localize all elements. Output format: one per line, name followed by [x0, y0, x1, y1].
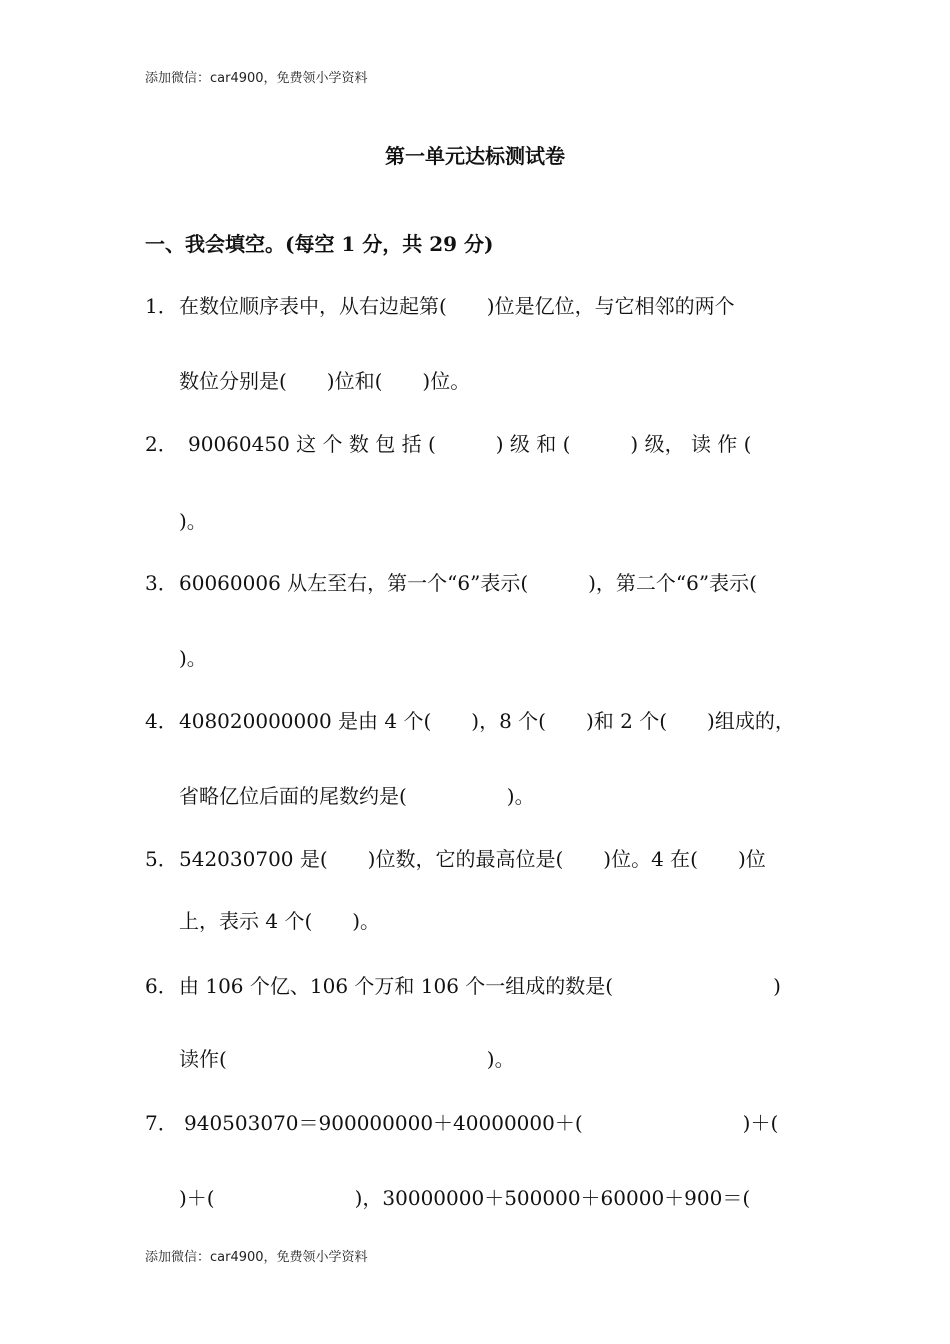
question-6-line-1: 由 106 个亿、106 个万和 106 个一组成的数是( ) [179, 974, 781, 998]
question-2-number: 2． [145, 432, 178, 456]
question-3-line-2: )。 [179, 646, 207, 670]
header-note: 添加微信：car4900，免费领小学资料 [145, 71, 368, 86]
question-2-line-2: )。 [179, 509, 207, 533]
question-7-line-1: 940503070＝900000000＋40000000＋( )＋( [184, 1111, 779, 1135]
question-5-line-1: 542030700 是( )位数，它的最高位是( )位。4 在( )位 [179, 847, 766, 871]
footer-note: 添加微信：car4900，免费领小学资料 [145, 1250, 368, 1265]
question-4-line-2: 省略亿位后面的尾数约是( )。 [179, 784, 535, 808]
question-1-line-1: 在数位顺序表中，从右边起第( )位是亿位，与它相邻的两个 [179, 294, 735, 318]
page-title: 第一单元达标测试卷 [385, 144, 565, 168]
question-5-line-2: 上，表示 4 个( )。 [179, 909, 381, 933]
question-5-number: 5． [145, 847, 178, 871]
question-7-line-2: )＋( )，30000000＋500000＋60000＋900＝( [179, 1186, 751, 1210]
question-6-number: 6． [145, 974, 178, 998]
question-2-line-1: 90060450 这 个 数 包 括 ( ) 级 和 ( ) 级， 读 作 ( [188, 432, 752, 456]
question-4-line-1: 408020000000 是由 4 个( )，8 个( )和 2 个( )组成的， [179, 709, 795, 733]
question-6-line-2: 读作( )。 [179, 1047, 515, 1071]
question-1-number: 1． [145, 294, 178, 318]
question-3-number: 3． [145, 571, 178, 595]
question-7-number: 7． [145, 1111, 178, 1135]
question-1-line-2: 数位分别是( )位和( )位。 [179, 369, 471, 393]
question-3-line-1: 60060006 从左至右，第一个“6”表示( )，第二个“6”表示( [179, 571, 757, 595]
question-4-number: 4． [145, 709, 178, 733]
section-heading: 一、我会填空。(每空 1 分，共 29 分) [145, 232, 494, 256]
